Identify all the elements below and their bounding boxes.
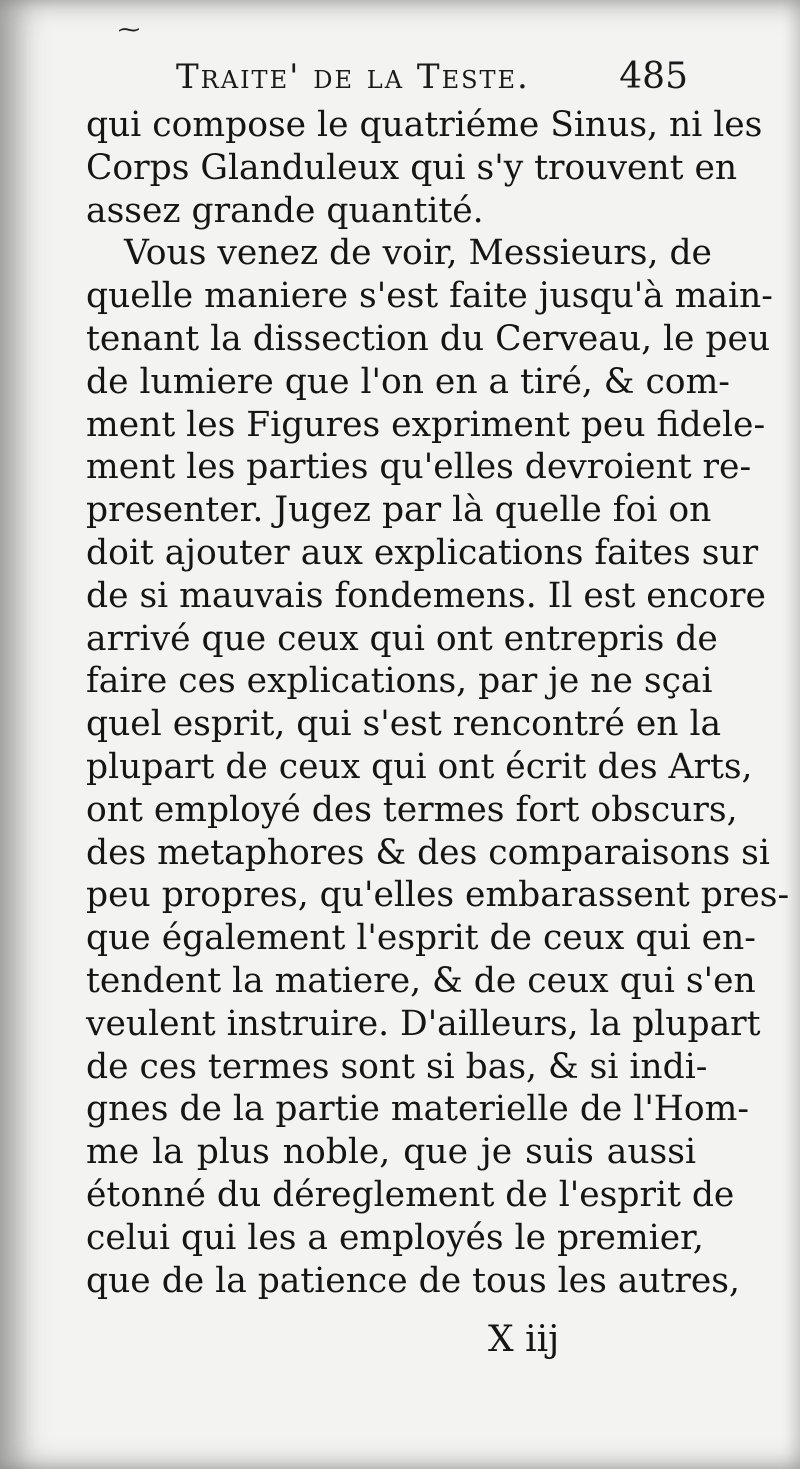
body-text [86, 104, 790, 1302]
running-title: Traite' de la Teste. [176, 57, 530, 97]
text-line: ment les parties qu'elles devroient re- [86, 447, 752, 488]
text-line: étonné du déreglement de l'esprit de [86, 1174, 735, 1215]
text-line: quel esprit, qui s'est rencontré en la [86, 704, 722, 745]
ink-mark: ⁓ [118, 18, 140, 43]
text-line: tendent la matiere, & de ceux qui s'en [86, 960, 756, 1001]
text-line: doit ajouter aux explications faites sur [86, 532, 759, 573]
text-line: qui compose le quatriéme Sinus, ni les [86, 105, 763, 145]
text-line: Corps Glanduleux qui s'y trouvent en [86, 147, 738, 188]
text-line: ment les Figures expriment peu fidele- [86, 404, 766, 445]
text-line: faire ces explications, par je ne sçai [86, 661, 713, 702]
text-line: plupart de ceux qui ont écrit des Arts, [86, 746, 753, 787]
text-line: presenter. Jugez par là quelle foi on [86, 490, 712, 531]
text-line: assez grande quantité. [86, 190, 484, 231]
text-line: ont employé des termes fort obscurs, [86, 789, 738, 830]
text-line: de ces termes sont si bas, & si indi- [86, 1046, 708, 1087]
text-line: tenant la dissection du Cerveau, le peu [86, 318, 771, 359]
signature-mark: X iij [488, 1319, 560, 1360]
text-line: gnes de la partie materielle de l'Hom- [86, 1089, 750, 1130]
text-line: de lumiere que l'on en a tiré, & com- [86, 361, 730, 402]
running-head [176, 54, 688, 100]
text-line: de si mauvais fondemens. Il est encore [86, 575, 766, 616]
page-number: 485 [619, 56, 688, 97]
text-line: arrivé que ceux qui ont entrepris de [86, 618, 718, 659]
text-line: veulent instruire. D'ailleurs, la plupart [86, 1003, 761, 1044]
text-line: celui qui les a employés le premier, [86, 1217, 704, 1258]
text-line: peu propres, qu'elles embarassent pres- [86, 875, 790, 916]
text-line: que également l'esprit de ceux qui en- [86, 918, 756, 959]
text-line: des metaphores & des comparaisons si [86, 832, 770, 873]
text-line: Vous venez de voir, Messieurs, de [124, 233, 712, 274]
text-line: que de la patience de tous les autres, [86, 1260, 740, 1301]
text-line: quelle maniere s'est faite jusqu'à main- [86, 276, 773, 317]
text-line: me la plus noble, que je suis aussi [86, 1132, 696, 1173]
